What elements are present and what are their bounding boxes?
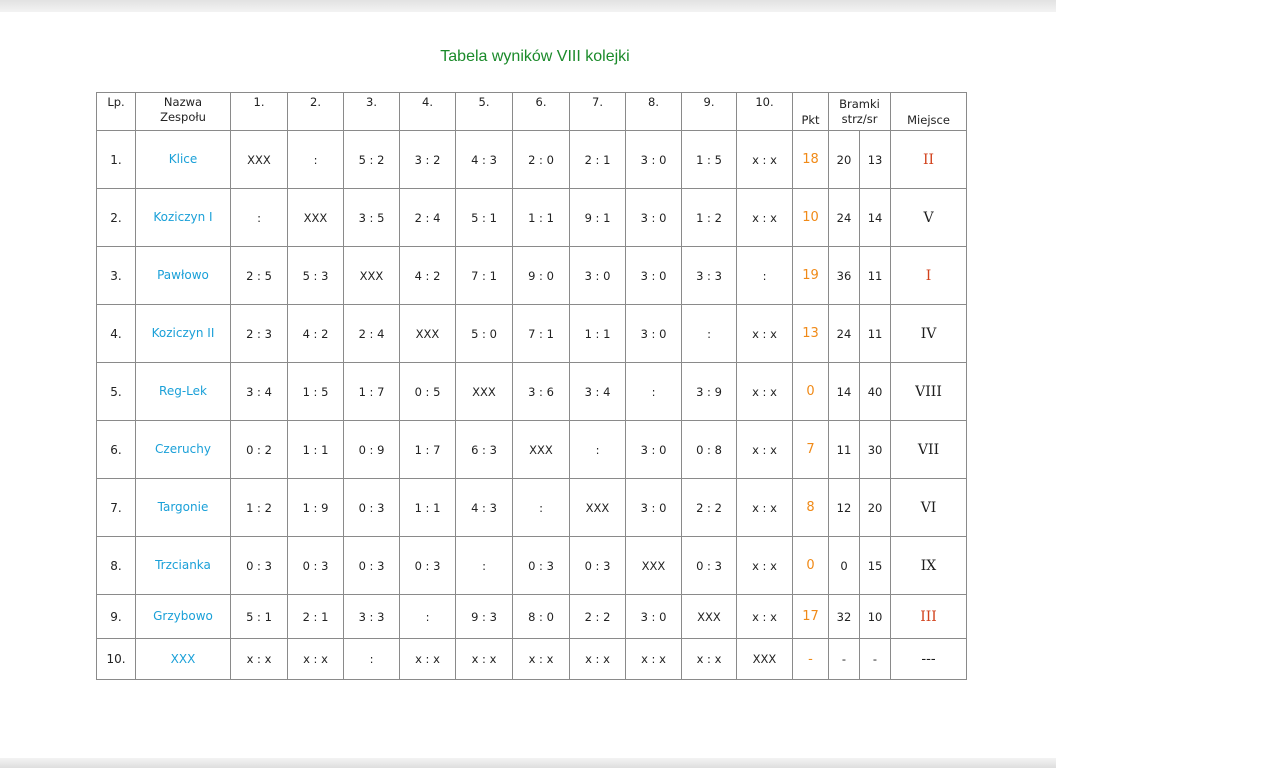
result-cell: 3 : 0 xyxy=(626,479,682,537)
result-cell: 0 : 8 xyxy=(682,421,737,479)
result-cell: x : x xyxy=(682,639,737,680)
result-cell: : xyxy=(513,479,570,537)
header-round-6: 6. xyxy=(513,93,570,131)
result-cell: 0 : 3 xyxy=(344,537,400,595)
row-team-name: Koziczyn II xyxy=(136,305,231,363)
header-points: Pkt xyxy=(793,93,829,131)
row-team-name: Reg-Lek xyxy=(136,363,231,421)
result-cell: : xyxy=(456,537,513,595)
result-cell: 8 : 0 xyxy=(513,595,570,639)
table-row xyxy=(97,479,967,537)
header-lp: Lp. xyxy=(97,93,136,131)
row-points: 10 xyxy=(793,189,829,247)
table-row xyxy=(97,421,967,479)
row-place: --- xyxy=(891,639,967,680)
row-goals-conceded: 20 xyxy=(860,479,891,537)
result-cell: x : x xyxy=(737,305,793,363)
row-goals-conceded: 15 xyxy=(860,537,891,595)
result-cell: 3 : 4 xyxy=(231,363,288,421)
row-lp: 3. xyxy=(97,247,136,305)
row-team-name: Targonie xyxy=(136,479,231,537)
result-cell: XXX xyxy=(344,247,400,305)
result-cell: x : x xyxy=(626,639,682,680)
result-cell: 0 : 3 xyxy=(400,537,456,595)
result-cell: : xyxy=(737,247,793,305)
row-goals-conceded: 11 xyxy=(860,247,891,305)
row-points: 0 xyxy=(793,537,829,595)
row-goals-scored: 11 xyxy=(829,421,860,479)
scan-edge-top xyxy=(0,0,1056,12)
row-goals-conceded: 13 xyxy=(860,131,891,189)
row-goals-scored: - xyxy=(829,639,860,680)
result-cell: 1 : 7 xyxy=(344,363,400,421)
row-points: 13 xyxy=(793,305,829,363)
result-cell: 1 : 9 xyxy=(288,479,344,537)
result-cell: x : x xyxy=(737,131,793,189)
result-cell: 2 : 2 xyxy=(682,479,737,537)
row-goals-scored: 0 xyxy=(829,537,860,595)
result-cell: XXX xyxy=(570,479,626,537)
row-place: IX xyxy=(891,537,967,595)
result-cell: x : x xyxy=(737,537,793,595)
row-team-name: Koziczyn I xyxy=(136,189,231,247)
row-lp: 9. xyxy=(97,595,136,639)
row-place: VI xyxy=(891,479,967,537)
row-goals-conceded: 10 xyxy=(860,595,891,639)
result-cell: 2 : 4 xyxy=(400,189,456,247)
result-cell: XXX xyxy=(288,189,344,247)
result-cell: XXX xyxy=(456,363,513,421)
header-place: Miejsce xyxy=(891,93,967,131)
row-lp: 10. xyxy=(97,639,136,680)
header-team-line1: Nazwa xyxy=(163,95,203,109)
row-place: VIII xyxy=(891,363,967,421)
result-cell: x : x xyxy=(737,189,793,247)
result-cell: 0 : 3 xyxy=(288,537,344,595)
row-place: II xyxy=(891,131,967,189)
result-cell: : xyxy=(288,131,344,189)
result-cell: 1 : 5 xyxy=(288,363,344,421)
row-goals-conceded: 40 xyxy=(860,363,891,421)
row-points: 7 xyxy=(793,421,829,479)
scan-edge-bottom xyxy=(0,758,1056,768)
result-cell: 0 : 3 xyxy=(513,537,570,595)
page-title: Tabela wyników VIII kolejki xyxy=(440,48,630,65)
row-points: 8 xyxy=(793,479,829,537)
result-cell: 0 : 9 xyxy=(344,421,400,479)
result-cell: 1 : 1 xyxy=(288,421,344,479)
result-cell: 7 : 1 xyxy=(456,247,513,305)
header-round-10: 10. xyxy=(737,93,793,131)
result-cell: 2 : 2 xyxy=(570,595,626,639)
result-cell: 0 : 5 xyxy=(400,363,456,421)
row-lp: 5. xyxy=(97,363,136,421)
row-place: VII xyxy=(891,421,967,479)
result-cell: 3 : 2 xyxy=(400,131,456,189)
result-cell: x : x xyxy=(288,639,344,680)
row-team-name: Pawłowo xyxy=(136,247,231,305)
row-team-name: Czeruchy xyxy=(136,421,231,479)
result-cell: x : x xyxy=(570,639,626,680)
header-round-8: 8. xyxy=(626,93,682,131)
table-row xyxy=(97,131,967,189)
result-cell: 9 : 0 xyxy=(513,247,570,305)
row-lp: 4. xyxy=(97,305,136,363)
row-points: 17 xyxy=(793,595,829,639)
result-cell: 1 : 1 xyxy=(400,479,456,537)
result-cell: 3 : 0 xyxy=(626,595,682,639)
result-cell: : xyxy=(344,639,400,680)
result-cell: 2 : 5 xyxy=(231,247,288,305)
result-cell: x : x xyxy=(737,595,793,639)
row-goals-conceded: - xyxy=(860,639,891,680)
row-goals-scored: 24 xyxy=(829,189,860,247)
row-points: - xyxy=(793,639,829,680)
result-cell: x : x xyxy=(737,421,793,479)
row-lp: 8. xyxy=(97,537,136,595)
result-cell: 0 : 3 xyxy=(231,537,288,595)
result-cell: XXX xyxy=(737,639,793,680)
row-points: 19 xyxy=(793,247,829,305)
row-place: I xyxy=(891,247,967,305)
header-team xyxy=(136,93,231,131)
row-goals-scored: 32 xyxy=(829,595,860,639)
result-cell: 3 : 0 xyxy=(626,131,682,189)
result-cell: 1 : 2 xyxy=(682,189,737,247)
result-cell: : xyxy=(231,189,288,247)
result-cell: : xyxy=(682,305,737,363)
result-cell: 2 : 0 xyxy=(513,131,570,189)
row-place: III xyxy=(891,595,967,639)
result-cell: XXX xyxy=(513,421,570,479)
row-team-name: Klice xyxy=(136,131,231,189)
result-cell: : xyxy=(570,421,626,479)
header-round-2: 2. xyxy=(288,93,344,131)
result-cell: 5 : 2 xyxy=(344,131,400,189)
row-points: 18 xyxy=(793,131,829,189)
result-cell: 3 : 9 xyxy=(682,363,737,421)
table-row xyxy=(97,639,967,680)
header-team-line2: Zespołu xyxy=(160,110,206,124)
result-cell: 9 : 3 xyxy=(456,595,513,639)
result-cell: 1 : 7 xyxy=(400,421,456,479)
row-goals-conceded: 14 xyxy=(860,189,891,247)
header-round-7: 7. xyxy=(570,93,626,131)
result-cell: XXX xyxy=(400,305,456,363)
result-cell: 0 : 3 xyxy=(682,537,737,595)
header-goals xyxy=(829,93,891,131)
row-place: V xyxy=(891,189,967,247)
result-cell: 4 : 2 xyxy=(400,247,456,305)
result-cell: 6 : 3 xyxy=(456,421,513,479)
header-round-1: 1. xyxy=(231,93,288,131)
header-goals-line1: Bramki xyxy=(839,96,880,111)
table-row xyxy=(97,363,967,421)
result-cell: 0 : 3 xyxy=(570,537,626,595)
result-cell: 3 : 0 xyxy=(626,247,682,305)
header-round-5: 5. xyxy=(456,93,513,131)
result-cell: XXX xyxy=(682,595,737,639)
result-cell: 1 : 1 xyxy=(570,305,626,363)
table-row xyxy=(97,247,967,305)
row-team-name: Grzybowo xyxy=(136,595,231,639)
result-cell: 4 : 3 xyxy=(456,131,513,189)
result-cell: 9 : 1 xyxy=(570,189,626,247)
result-cell: 3 : 5 xyxy=(344,189,400,247)
table-row xyxy=(97,305,967,363)
result-cell: 3 : 3 xyxy=(344,595,400,639)
result-cell: 3 : 6 xyxy=(513,363,570,421)
header-goals-line2: strz/sr xyxy=(841,111,878,126)
header-round-9: 9. xyxy=(682,93,737,131)
result-cell: XXX xyxy=(626,537,682,595)
header-round-3: 3. xyxy=(344,93,400,131)
result-cell: 5 : 3 xyxy=(288,247,344,305)
row-team-name: XXX xyxy=(136,639,231,680)
result-cell: 3 : 4 xyxy=(570,363,626,421)
result-cell: 2 : 4 xyxy=(344,305,400,363)
row-points: 0 xyxy=(793,363,829,421)
result-cell: 5 : 0 xyxy=(456,305,513,363)
row-lp: 6. xyxy=(97,421,136,479)
result-cell: 1 : 2 xyxy=(231,479,288,537)
row-goals-scored: 20 xyxy=(829,131,860,189)
result-cell: x : x xyxy=(513,639,570,680)
result-cell: 4 : 3 xyxy=(456,479,513,537)
header-row xyxy=(97,93,967,131)
result-cell: : xyxy=(400,595,456,639)
row-team-name: Trzcianka xyxy=(136,537,231,595)
result-cell: 7 : 1 xyxy=(513,305,570,363)
row-goals-conceded: 11 xyxy=(860,305,891,363)
row-lp: 1. xyxy=(97,131,136,189)
result-cell: 2 : 3 xyxy=(231,305,288,363)
row-goals-scored: 36 xyxy=(829,247,860,305)
row-place: IV xyxy=(891,305,967,363)
row-lp: 2. xyxy=(97,189,136,247)
result-cell: 3 : 0 xyxy=(626,305,682,363)
result-cell: x : x xyxy=(231,639,288,680)
result-cell: 4 : 2 xyxy=(288,305,344,363)
row-goals-scored: 14 xyxy=(829,363,860,421)
result-cell: 3 : 0 xyxy=(570,247,626,305)
result-cell: 3 : 0 xyxy=(626,189,682,247)
result-cell: 5 : 1 xyxy=(456,189,513,247)
row-goals-conceded: 30 xyxy=(860,421,891,479)
result-cell: 1 : 5 xyxy=(682,131,737,189)
row-lp: 7. xyxy=(97,479,136,537)
result-cell: 0 : 3 xyxy=(344,479,400,537)
result-cell: 5 : 1 xyxy=(231,595,288,639)
table-row xyxy=(97,595,967,639)
results-table xyxy=(96,92,967,680)
results-body xyxy=(97,131,967,680)
result-cell: x : x xyxy=(456,639,513,680)
result-cell: 0 : 2 xyxy=(231,421,288,479)
result-cell: x : x xyxy=(737,363,793,421)
result-cell: x : x xyxy=(737,479,793,537)
result-cell: : xyxy=(626,363,682,421)
result-cell: XXX xyxy=(231,131,288,189)
result-cell: 1 : 1 xyxy=(513,189,570,247)
row-goals-scored: 12 xyxy=(829,479,860,537)
header-round-4: 4. xyxy=(400,93,456,131)
row-goals-scored: 24 xyxy=(829,305,860,363)
result-cell: 2 : 1 xyxy=(570,131,626,189)
table-row xyxy=(97,189,967,247)
result-cell: x : x xyxy=(400,639,456,680)
result-cell: 2 : 1 xyxy=(288,595,344,639)
result-cell: 3 : 0 xyxy=(626,421,682,479)
table-row xyxy=(97,537,967,595)
result-cell: 3 : 3 xyxy=(682,247,737,305)
